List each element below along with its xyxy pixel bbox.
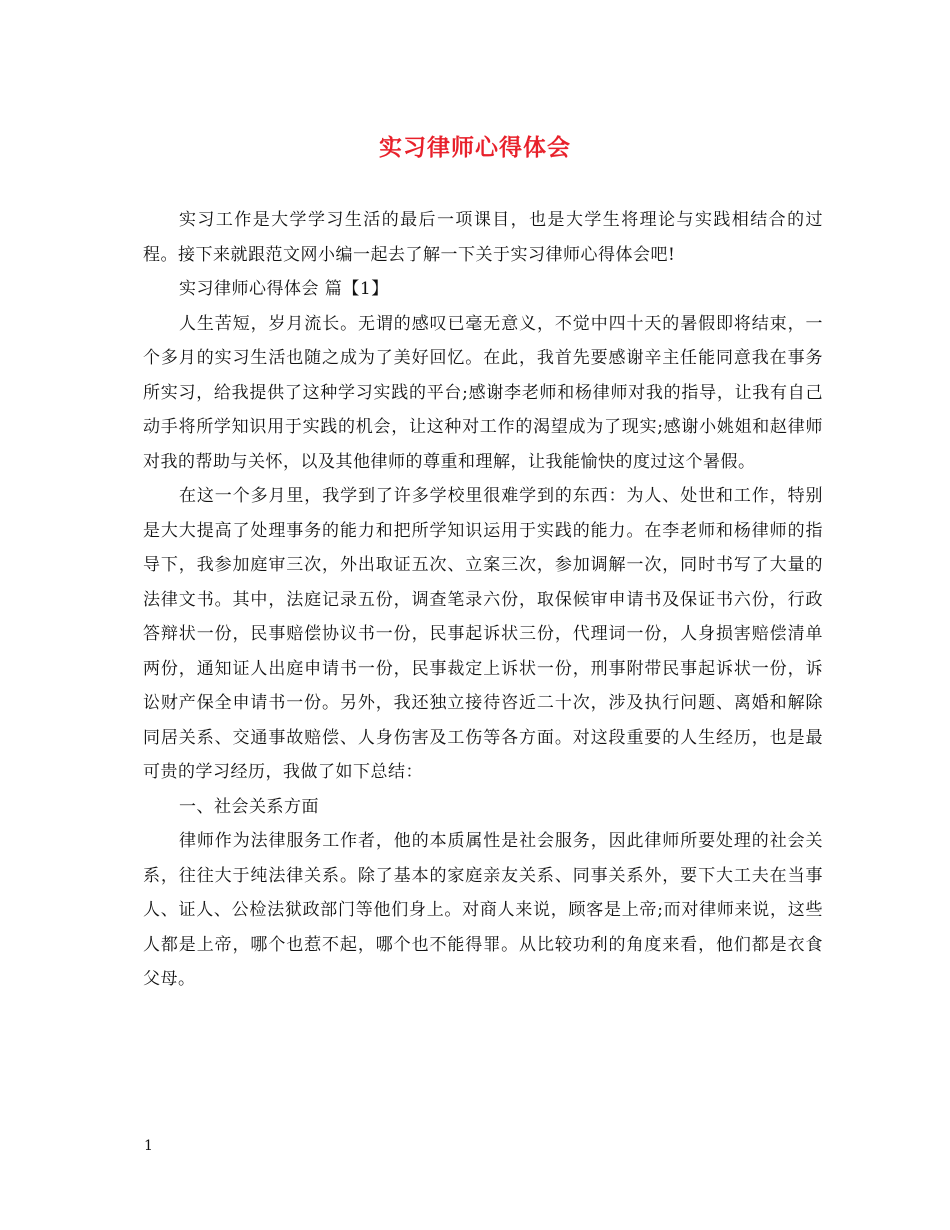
document-body (143, 203, 823, 997)
body-paragraph: 律师作为法律服务工作者，他的本质属性是社会服务，因此律师所要处理的社会关系，往往大于纯法律关系。除了基本的家庭亲友关系、同事关系外，要下大工夫在当事人、证人、公检法狱政部门等他们身上。对商人来说，顾客是上帝;而对律师来说，这些人都是上帝，哪个也惹不起，哪个也不能得罪。从比较功利的角度来看，他们都是衣食父母。 (143, 831, 823, 989)
body-paragraph: 在这一个多月里，我学到了许多学校里很难学到的东西：为人、处世和工作，特别是大大提高了处理事务的能力和把所学知识运用于实践的能力。在李老师和杨律师的指导下，我参加庭审三次，外出取证五次、立案三次，参加调解一次，同时书写了大量的法律文书。其中，法庭记录五份，调查笔录六份，取保候审申请书及保证书六份，行政答辩状一份，民事赔偿协议书一份，民事起诉状三份，代理词一份，人身损害赔偿清单两份，通知证人出庭申请书一份，民事裁定上诉状一份，刑事附带民事起诉状一份，诉讼财产保全申请书一份。另外，我还独立接待咨近二十次，涉及执行问题、离婚和解除同居关系、交通事故赔偿、人身伤害及工伤等各方面。对这段重要的人生经历，也是最可贵的学习经历，我做了如下总结： (143, 486, 823, 782)
body-paragraph: 人生苦短，岁月流长。无谓的感叹已毫无意义，不觉中四十天的暑假即将结束，一个多月的实习生活也随之成为了美好回忆。在此，我首先要感谢辛主任能同意我在事务所实习，给我提供了这种学习实践的平台;感谢李老师和杨律师对我的指导，让我有自己动手将所学知识用于实践的机会，让这种对工作的渴望成为了现实;感谢小姚姐和赵律师对我的帮助与关怀，以及其他律师的尊重和理解，让我能愉快的度过这个暑假。 (143, 313, 823, 472)
page-number: 1 (144, 1138, 153, 1154)
section-heading: 实习律师心得体会 篇【1】 (179, 279, 389, 299)
subsection-heading: 一、社会关系方面 (179, 796, 319, 817)
document-title: 实习律师心得体会 (379, 135, 571, 161)
intro-paragraph: 实习工作是大学学习生活的最后一项课目，也是大学生将理论与实践相结合的过程。接下来就跟范文网小编一起去了解一下关于实习律师心得体会吧! (143, 210, 823, 265)
